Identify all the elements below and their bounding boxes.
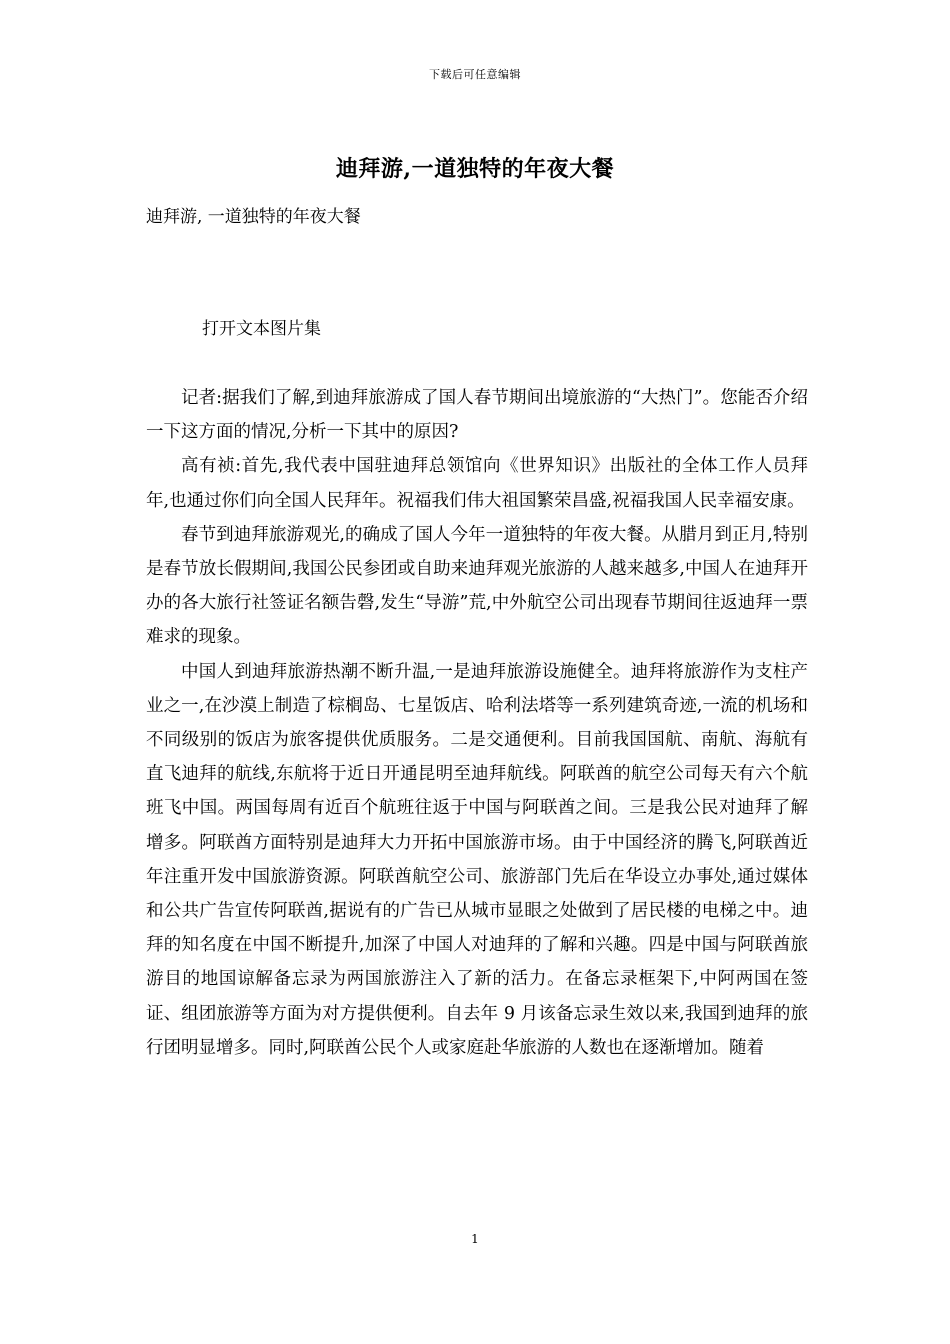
paragraph-2: 高有祯:首先,我代表中国驻迪拜总领馆向《世界知识》出版社的全体工作人员拜年,也通过你们向全国人民拜年。祝福我们伟大祖国繁荣昌盛,祝福我国人民幸福安康。 xyxy=(146,456,808,511)
header-note: 下载后可任意编辑 xyxy=(429,68,521,81)
page-title: 迪拜游,一道独特的年夜大餐 xyxy=(335,156,615,182)
open-image-gallery-link[interactable]: 打开文本图片集 xyxy=(202,319,321,339)
paragraph-3: 春节到迪拜旅游观光,的确成了国人今年一道独特的年夜大餐。从腊月到正月,特别是春节放长假期间,我国公民参团或自助来迪拜观光旅游的人越来越多,中国人在迪拜开办的各大旅行社签证名额告磬,发生“导游”荒,中外航空公司出现春节期间往返迪拜一票难求的现象。 xyxy=(146,524,808,648)
paragraph-4: 中国人到迪拜旅游热潮不断升温,一是迪拜旅游设施健全。迪拜将旅游作为支柱产业之一,在沙漠上制造了棕榈岛、七星饭店、哈利法塔等一系列建筑奇迹,一流的机场和不同级别的饭店为旅客提供优质服务。二是交通便利。目前我国国航、南航、海航有直飞迪拜的航线,东航将于近日开通昆明至迪拜航线。阿联酋的航空公司每天有六个航班飞中国。两国每周有近百个航班往返于中国与阿联酋之间。三是我公民对迪拜了解增多。阿联酋方面特别是迪拜大力开拓中国旅游市场。由于中国经济的腾飞,阿联酋近年注重开发中国旅游资源。阿联酋航空公司、旅游部门先后在华设立办事处,通过媒体和公共广告宣传阿联酋,据说有的广告已从城市显眼之处做到了居民楼的电梯之中。迪拜的知名度在中国不断提升,加深了中国人对迪拜的了解和兴趣。四是中国与阿联酋旅游目的地国谅解备忘录为两国旅游注入了新的活力。在备忘录框架下,中阿两国在签证、组团旅游等方面为对方提供便利。自去年 9 月该备忘录生效以来,我国到迪拜的旅行团明显增多。同时,阿联酋公民个人或家庭赴华旅游的人数也在逐渐增加。随着 xyxy=(146,661,808,1058)
document-subtitle: 迪拜游, 一道独特的年夜大餐 xyxy=(146,207,361,227)
article-body xyxy=(146,381,808,1065)
paragraph-1: 记者:据我们了解,到迪拜旅游成了国人春节期间出境旅游的“大热门”。您能否介绍一下这方面的情况,分析一下其中的原因? xyxy=(146,388,808,443)
page-number: 1 xyxy=(471,1232,479,1246)
